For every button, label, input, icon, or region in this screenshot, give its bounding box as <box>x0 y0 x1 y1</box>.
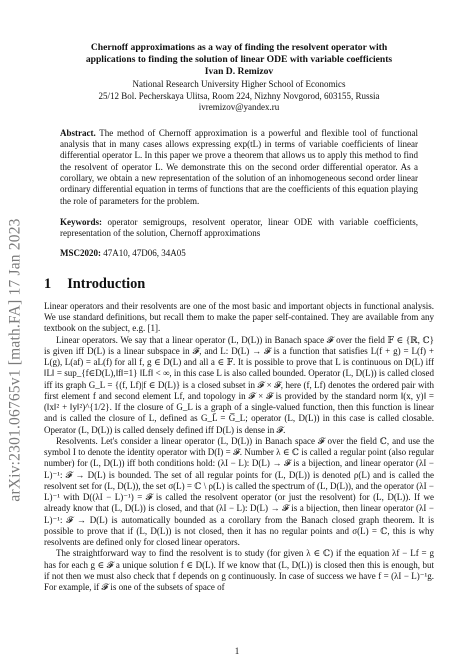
msc-codes: 47A10, 47D06, 34A05 <box>103 248 186 259</box>
msc-label: MSC2020: <box>60 248 101 259</box>
section-heading <box>44 276 434 293</box>
keywords-label: Keywords: <box>60 216 102 227</box>
abstract-text: The method of Chernoff approximation is a powerful and flexible tool of functional analysis that in many cases allows expressing exp(tL) in terms of variable coefficients of linear differential operator L. In this paper we prove a theorem that allows us to apply this method to find the resolvent of operator L. We demonstrate this on the second order differential operator. As a corollary, we obtain a new representation of the solution of an inhomogeneous second order linear ordinary differential equation in terms of functions that are the coefficients of this equation playing the role of parameters for the problem. <box>60 127 418 206</box>
arxiv-identifier: arXiv:2301.06765v1 [math.FA] 17 Jan 2023 <box>7 218 24 502</box>
paper-title-line-2: applications to finding the solution of linear ODE with variable coefficients <box>85 54 393 65</box>
paragraph-intro: Linear operators and their resolvents are one of the most basic and important objects in functional analysis. We use standard definitions, but recall them to make the paper self-contained. They are available from any textbook on the subject, e.g. [1]. <box>44 300 434 334</box>
page-content <box>44 42 434 593</box>
page-number: 1 <box>234 646 240 656</box>
arxiv-stamp <box>3 190 29 530</box>
section-body <box>44 301 434 594</box>
abstract <box>60 128 418 207</box>
keywords-text: operator semigroups, resolvent operator, linear ODE with variable coefficients, representation of the solution, Chernoff approximations <box>60 216 419 239</box>
keywords <box>60 217 418 240</box>
paragraph-resolvents: Resolvents. Let's consider a linear operator (L, D(L)) in Banach space 𝓕 over the field ℂ, and use the symbol I to denote the identity operator with D(I) = 𝓕. Number λ ∈ ℂ is called a regular point (also regular number) for (L, D(L)) iff both conditions hold: (λI − L): D(L) → 𝓕 is a bijection, and linear operator (λI − L)⁻¹: 𝓕 → D(L) is bounded. The set of all regular points for (L, D(L)) is denoted ρ(L) and is called the resolvent set for (L, D(L)), the set σ(L) = ℂ \ ρ(L) is called the spectrum of (L, D(L)), and the operator (λI − L)⁻¹ with D((λI − L)⁻¹) = 𝓕 is called the resolvent operator (or just the resolvent) for (L, D(L)). If we already know that (L, D(L)) is closed, and that (λI − L): D(L) → 𝓕 is a bijection, then linear operator (λI − L)⁻¹: 𝓕 → D(L) is automatically bounded as a corollary from the Banach closed graph theorem. It is possible to prove that if (L, D(L)) is not closed, then it has no regular points and σ(L) = ℂ, this is why resolvents are defined only for closed linear operators. <box>44 435 434 547</box>
msc-classification <box>60 248 418 259</box>
section-title: Introduction <box>67 275 146 292</box>
affiliation-address: 25/12 Bol. Pecherskaya Ulitsa, Room 224, Nizhny Novgorod, 603155, Russia <box>98 90 380 101</box>
section-number: 1 <box>44 275 52 292</box>
paper-title-line-1: Chernoff approximations as a way of finding the resolvent operator with <box>90 42 388 53</box>
paragraph-straightforward-way: The straightforward way to find the resolvent is to study (for given λ ∈ ℂ) if the equation λf − Lf = g has for each g ∈ 𝓕 a unique solution f ∈ D(L). If we know that (L, D(L)) is closed then this is enough, but if not then we must also check that f depends on g continuously. In case of success we have f = (λI − L)⁻¹g. For example, if 𝓕 is one of the subsets of space of <box>44 548 434 592</box>
author-email: ivremizov@yandex.ru <box>198 102 280 113</box>
abstract-label: Abstract. <box>60 127 96 138</box>
paragraph-linear-operators: Linear operators. We say that a linear operator (L, D(L)) in Banach space 𝓕 over the field 𝔽 ∈ {ℝ, ℂ} is given iff D(L) is a linear subspace in 𝓕, and L: D(L) → 𝓕 is a function that satisfies L(f + g) = L(f) + L(g), L(af) = aL(f) for all f, g ∈ D(L) and all a ∈ 𝔽. It is possible to prove that L is continuous on D(L) iff ‖L‖ = sup_{f∈D(L),‖f‖=1} ‖Lf‖ < ∞, in this case L is also called bounded. Operator (L, D(L)) is called closed iff its graph G_L = {(f, Lf)|f ∈ D(L)} is a closed subset in 𝓕 × 𝓕, here (f, Lf) denotes the ordered pair with first element f and second element Lf, and topology in 𝓕 × 𝓕 is provided by the standard norm ‖(x, y)‖ = (‖x‖² + ‖y‖²)^{1/2}. If the closure of G_L is a graph of a single-valued function, then this function is linear and is called the closure of L, defined as G_L̄ = G̅_L; operator (L, D(L)) in this case is called closable. Operator (L, D(L)) is called densely defined iff D(L) is dense in 𝓕. <box>44 334 434 435</box>
affiliation-institution: National Research University Higher School of Economics <box>132 79 346 89</box>
author-name: Ivan D. Remizov <box>204 66 274 77</box>
